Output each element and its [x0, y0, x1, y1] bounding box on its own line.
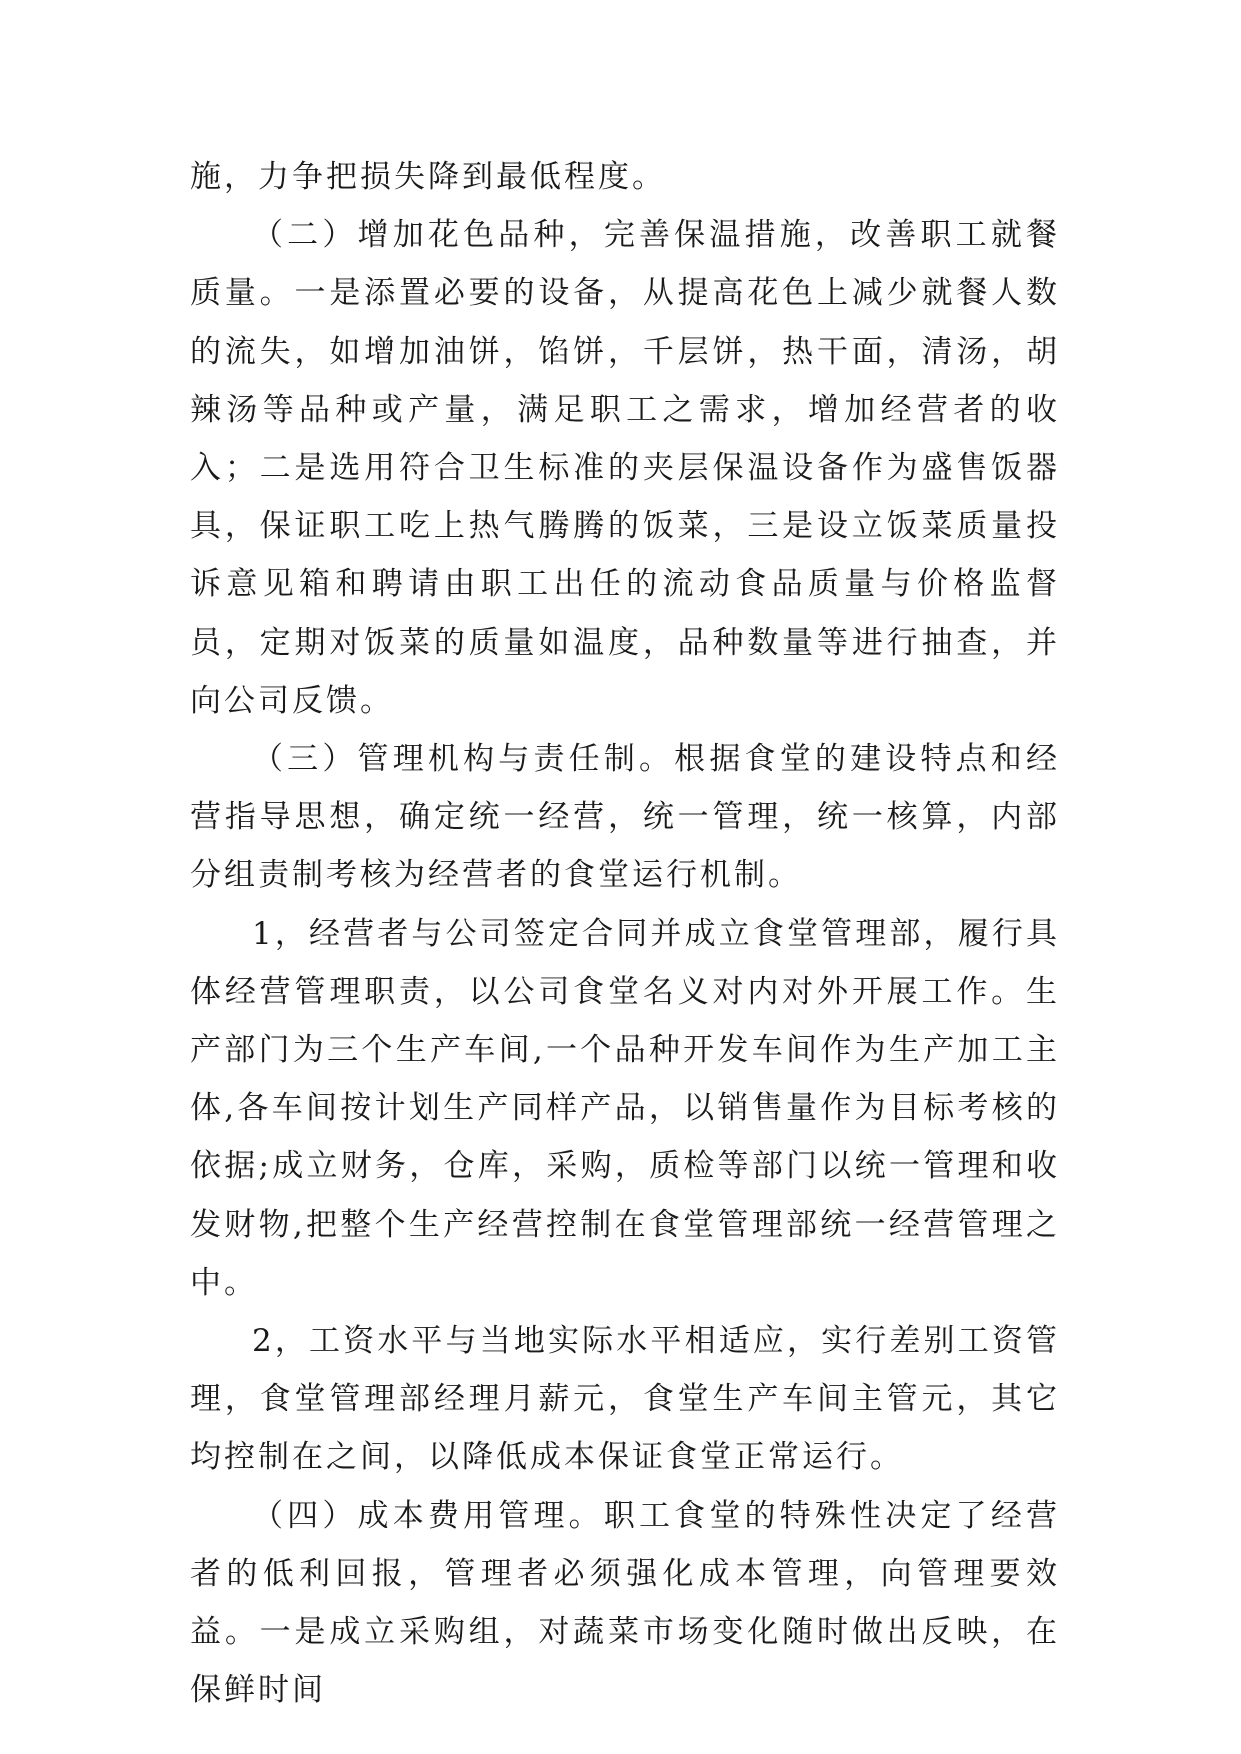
paragraph-section-3: （三）管理机构与责任制。根据食堂的建设特点和经营指导思想，确定统一经营，统一管理，统一核算，内部分组责制考核为经营者的食堂运行机制。 — [190, 741, 1060, 894]
paragraph-continuation: 施，力争把损失降到最低程度。 — [190, 159, 666, 195]
paragraph-section-2: （二）增加花色品种，完善保温措施，改善职工就餐质量。一是添置必要的设备，从提高花色上减少就餐人数的流失，如增加油饼，馅饼，千层饼，热干面，清汤，胡辣汤等品种或产量，满足职工之需求，增加经营者的收入；二是选用符合卫生标准的夹层保温设备作为盛售饭器具，保证职工吃上热气腾腾的饭菜，三是设立饭菜质量投诉意见箱和聘请由职工出任的流动食品质量与价格监督员，定期对饭菜的质量如温度，品种数量等进行抽查，并向公司反馈。 — [190, 217, 1060, 719]
paragraph-section-4: （四）成本费用管理。职工食堂的特殊性决定了经营者的低利回报，管理者必须强化成本管理，向管理要效益。一是成立采购组，对蔬菜市场变化随时做出反映，在保鲜时间 — [190, 1497, 1060, 1709]
document-body — [190, 148, 1060, 1719]
paragraph-item-1: 1，经营者与公司签定合同并成立食堂管理部，履行具体经营管理职责，以公司食堂名义对内对外开展工作。生产部门为三个生产车间,一个品种开发车间作为生产加工主体,各车间按计划生产同样产品，以销售量作为目标考核的依据;成立财务，仓库，采购，质检等部门以统一管理和收发财物,把整个生产经营控制在食堂管理部统一经营管理之中。 — [190, 915, 1060, 1301]
paragraph-item-2: 2，工资水平与当地实际水平相适应，实行差别工资管理，食堂管理部经理月薪元，食堂生产车间主管元，其它均控制在之间，以降低成本保证食堂正常运行。 — [190, 1323, 1060, 1476]
